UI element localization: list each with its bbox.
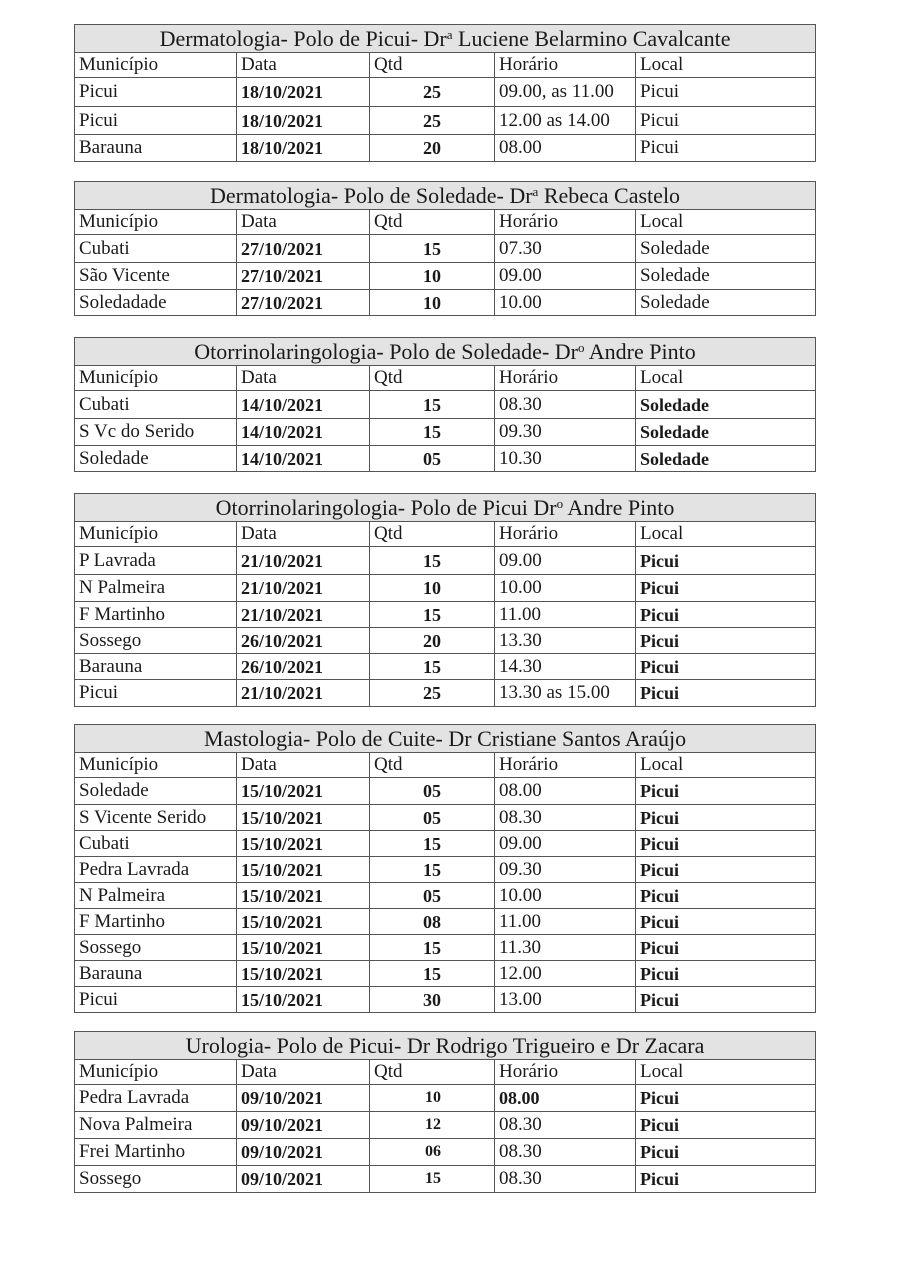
local-cell: Soledade — [636, 419, 816, 446]
time-cell: 10.00 — [495, 883, 636, 909]
date-cell: 21/10/2021 — [237, 575, 370, 602]
local-cell: Picui — [636, 78, 816, 107]
table-row — [75, 857, 816, 883]
table-title-text: Dermatologia- Polo de Picui- Dr — [159, 26, 447, 51]
column-header: Qtd — [370, 522, 495, 547]
date-cell: 27/10/2021 — [237, 290, 370, 316]
column-header: Qtd — [370, 753, 495, 778]
table-row — [75, 909, 816, 935]
table-title-text: Otorrinolaringologia- Polo de Picui Dr — [215, 495, 557, 520]
quantity-cell: 15 — [370, 391, 495, 419]
municipio-cell: Cubati — [75, 831, 237, 857]
municipio-cell: Pedra Lavrada — [75, 857, 237, 883]
date-cell: 15/10/2021 — [237, 909, 370, 935]
table-title-text: Mastologia- Polo de Cuite- Dr Cristiane Santos Araújo — [203, 726, 687, 751]
column-header: Qtd — [370, 366, 495, 391]
time-cell: 08.30 — [495, 1166, 636, 1193]
municipio-cell: Picui — [75, 107, 237, 135]
table-title-text: Dermatologia- Polo de Soledade- Dr — [209, 183, 533, 208]
schedule-table — [74, 337, 816, 472]
local-cell: Picui — [636, 680, 816, 707]
table-row — [75, 419, 816, 446]
column-header: Horário — [495, 522, 636, 547]
column-header-row — [75, 1060, 816, 1085]
date-cell: 14/10/2021 — [237, 419, 370, 446]
local-cell: Picui — [636, 805, 816, 831]
schedule-table — [74, 24, 816, 162]
time-cell: 09.30 — [495, 419, 636, 446]
local-cell: Picui — [636, 1112, 816, 1139]
quantity-cell: 25 — [370, 680, 495, 707]
municipio-cell: Cubati — [75, 235, 237, 263]
date-cell: 09/10/2021 — [237, 1166, 370, 1193]
table-row — [75, 628, 816, 654]
column-header-row — [75, 753, 816, 778]
time-cell: 09.00, as 11.00 — [495, 78, 636, 107]
title-superscript: a — [446, 27, 453, 42]
time-cell: 13.30 — [495, 628, 636, 654]
municipio-cell: Barauna — [75, 961, 237, 987]
column-header: Horário — [495, 753, 636, 778]
time-cell: 12.00 — [495, 961, 636, 987]
date-cell: 21/10/2021 — [237, 680, 370, 707]
table-title-text: Luciene Belarmino Cavalcante — [452, 26, 731, 51]
schedule-table — [74, 493, 816, 707]
column-header: Município — [75, 210, 237, 235]
municipio-cell: Picui — [75, 78, 237, 107]
column-header: Data — [237, 53, 370, 78]
quantity-cell: 15 — [370, 1166, 495, 1193]
date-cell: 15/10/2021 — [237, 778, 370, 805]
quantity-cell: 15 — [370, 235, 495, 263]
date-cell: 15/10/2021 — [237, 805, 370, 831]
time-cell: 07.30 — [495, 235, 636, 263]
date-cell: 09/10/2021 — [237, 1112, 370, 1139]
quantity-cell: 15 — [370, 961, 495, 987]
time-cell: 14.30 — [495, 654, 636, 680]
table-row — [75, 602, 816, 628]
date-cell: 15/10/2021 — [237, 883, 370, 909]
quantity-cell: 25 — [370, 107, 495, 135]
time-cell: 10.00 — [495, 575, 636, 602]
table-row — [75, 935, 816, 961]
quantity-cell: 05 — [370, 883, 495, 909]
local-cell: Picui — [636, 935, 816, 961]
quantity-cell: 30 — [370, 987, 495, 1013]
quantity-cell: 05 — [370, 805, 495, 831]
column-header: Data — [237, 753, 370, 778]
table-row — [75, 987, 816, 1013]
date-cell: 15/10/2021 — [237, 857, 370, 883]
local-cell: Soledade — [636, 446, 816, 472]
time-cell: 10.30 — [495, 446, 636, 472]
quantity-cell: 15 — [370, 831, 495, 857]
quantity-cell: 08 — [370, 909, 495, 935]
local-cell: Picui — [636, 1166, 816, 1193]
column-header: Qtd — [370, 1060, 495, 1085]
time-cell: 08.30 — [495, 1112, 636, 1139]
municipio-cell: Sossego — [75, 628, 237, 654]
local-cell: Picui — [636, 547, 816, 575]
quantity-cell: 25 — [370, 78, 495, 107]
municipio-cell: Soledadade — [75, 290, 237, 316]
table-row — [75, 883, 816, 909]
date-cell: 14/10/2021 — [237, 446, 370, 472]
table-title-text: Rebeca Castelo — [538, 183, 681, 208]
table-title — [75, 182, 816, 210]
table-row — [75, 547, 816, 575]
column-header: Local — [636, 753, 816, 778]
date-cell: 09/10/2021 — [237, 1139, 370, 1166]
quantity-cell: 10 — [370, 290, 495, 316]
table-row — [75, 290, 816, 316]
time-cell: 08.30 — [495, 805, 636, 831]
table-title-text: Urologia- Polo de Picui- Dr Rodrigo Trigueiro e Dr Zacara — [185, 1033, 705, 1058]
table-title-text: Andre Pinto — [563, 495, 675, 520]
local-cell: Soledade — [636, 263, 816, 290]
local-cell: Soledade — [636, 290, 816, 316]
column-header-row — [75, 53, 816, 78]
date-cell: 27/10/2021 — [237, 263, 370, 290]
local-cell: Soledade — [636, 391, 816, 419]
table-title — [75, 494, 816, 522]
title-superscript: a — [532, 184, 539, 199]
table-title-text: Andre Pinto — [584, 339, 696, 364]
column-header: Local — [636, 366, 816, 391]
time-cell: 08.00 — [495, 778, 636, 805]
municipio-cell: Cubati — [75, 391, 237, 419]
local-cell: Soledade — [636, 235, 816, 263]
quantity-cell: 10 — [370, 263, 495, 290]
date-cell: 26/10/2021 — [237, 628, 370, 654]
table-row — [75, 1112, 816, 1139]
table-row — [75, 805, 816, 831]
table-row — [75, 263, 816, 290]
column-header: Horário — [495, 53, 636, 78]
table-row — [75, 575, 816, 602]
schedule-table — [74, 1031, 816, 1193]
column-header: Local — [636, 53, 816, 78]
time-cell: 09.00 — [495, 263, 636, 290]
date-cell: 09/10/2021 — [237, 1085, 370, 1112]
column-header: Local — [636, 1060, 816, 1085]
column-header-row — [75, 366, 816, 391]
quantity-cell: 10 — [370, 1085, 495, 1112]
quantity-cell: 12 — [370, 1112, 495, 1139]
date-cell: 26/10/2021 — [237, 654, 370, 680]
column-header: Município — [75, 753, 237, 778]
local-cell: Picui — [636, 961, 816, 987]
municipio-cell: Picui — [75, 987, 237, 1013]
time-cell: 11.00 — [495, 909, 636, 935]
time-cell: 08.30 — [495, 391, 636, 419]
table-row — [75, 1166, 816, 1193]
local-cell: Picui — [636, 135, 816, 162]
municipio-cell: Frei Martinho — [75, 1139, 237, 1166]
quantity-cell: 10 — [370, 575, 495, 602]
table-row — [75, 778, 816, 805]
column-header-row — [75, 522, 816, 547]
time-cell: 08.00 — [495, 135, 636, 162]
local-cell: Picui — [636, 883, 816, 909]
municipio-cell: P Lavrada — [75, 547, 237, 575]
quantity-cell: 05 — [370, 446, 495, 472]
table-row — [75, 78, 816, 107]
column-header: Data — [237, 522, 370, 547]
table-row — [75, 235, 816, 263]
date-cell: 15/10/2021 — [237, 961, 370, 987]
table-row — [75, 831, 816, 857]
table-row — [75, 107, 816, 135]
column-header: Horário — [495, 210, 636, 235]
local-cell: Picui — [636, 107, 816, 135]
table-title — [75, 725, 816, 753]
municipio-cell: F Martinho — [75, 909, 237, 935]
table-row — [75, 446, 816, 472]
column-header: Qtd — [370, 53, 495, 78]
time-cell: 08.30 — [495, 1139, 636, 1166]
local-cell: Picui — [636, 909, 816, 935]
local-cell: Picui — [636, 602, 816, 628]
time-cell: 11.00 — [495, 602, 636, 628]
schedule-table — [74, 181, 816, 316]
quantity-cell: 15 — [370, 935, 495, 961]
local-cell: Picui — [636, 1139, 816, 1166]
column-header: Qtd — [370, 210, 495, 235]
table-row — [75, 1085, 816, 1112]
table-row — [75, 961, 816, 987]
municipio-cell: S Vc do Serido — [75, 419, 237, 446]
column-header: Data — [237, 1060, 370, 1085]
municipio-cell: Barauna — [75, 135, 237, 162]
local-cell: Picui — [636, 1085, 816, 1112]
time-cell: 13.00 — [495, 987, 636, 1013]
column-header: Município — [75, 1060, 237, 1085]
title-superscript: o — [556, 496, 564, 511]
date-cell: 18/10/2021 — [237, 78, 370, 107]
column-header: Horário — [495, 1060, 636, 1085]
date-cell: 21/10/2021 — [237, 602, 370, 628]
time-cell: 12.00 as 14.00 — [495, 107, 636, 135]
municipio-cell: Sossego — [75, 935, 237, 961]
column-header: Município — [75, 53, 237, 78]
local-cell: Picui — [636, 575, 816, 602]
table-row — [75, 680, 816, 707]
local-cell: Picui — [636, 778, 816, 805]
local-cell: Picui — [636, 628, 816, 654]
municipio-cell: Barauna — [75, 654, 237, 680]
quantity-cell: 15 — [370, 547, 495, 575]
schedule-table — [74, 724, 816, 1013]
municipio-cell: São Vicente — [75, 263, 237, 290]
municipio-cell: Picui — [75, 680, 237, 707]
table-row — [75, 391, 816, 419]
quantity-cell: 20 — [370, 135, 495, 162]
municipio-cell: S Vicente Serido — [75, 805, 237, 831]
title-superscript: o — [578, 340, 585, 355]
table-title — [75, 338, 816, 366]
time-cell: 10.00 — [495, 290, 636, 316]
table-row — [75, 1139, 816, 1166]
local-cell: Picui — [636, 857, 816, 883]
column-header: Data — [237, 366, 370, 391]
municipio-cell: N Palmeira — [75, 883, 237, 909]
municipio-cell: Pedra Lavrada — [75, 1085, 237, 1112]
municipio-cell: Soledade — [75, 778, 237, 805]
quantity-cell: 15 — [370, 602, 495, 628]
column-header: Local — [636, 522, 816, 547]
column-header: Município — [75, 366, 237, 391]
local-cell: Picui — [636, 654, 816, 680]
date-cell: 21/10/2021 — [237, 547, 370, 575]
local-cell: Picui — [636, 831, 816, 857]
column-header-row — [75, 210, 816, 235]
date-cell: 15/10/2021 — [237, 987, 370, 1013]
municipio-cell: Sossego — [75, 1166, 237, 1193]
time-cell: 08.00 — [495, 1085, 636, 1112]
local-cell: Picui — [636, 987, 816, 1013]
time-cell: 11.30 — [495, 935, 636, 961]
date-cell: 27/10/2021 — [237, 235, 370, 263]
municipio-cell: F Martinho — [75, 602, 237, 628]
quantity-cell: 06 — [370, 1139, 495, 1166]
time-cell: 13.30 as 15.00 — [495, 680, 636, 707]
table-row — [75, 654, 816, 680]
column-header: Horário — [495, 366, 636, 391]
municipio-cell: Soledade — [75, 446, 237, 472]
quantity-cell: 05 — [370, 778, 495, 805]
quantity-cell: 15 — [370, 419, 495, 446]
table-title — [75, 1032, 816, 1060]
table-title — [75, 25, 816, 53]
municipio-cell: Nova Palmeira — [75, 1112, 237, 1139]
date-cell: 14/10/2021 — [237, 391, 370, 419]
column-header: Local — [636, 210, 816, 235]
date-cell: 18/10/2021 — [237, 107, 370, 135]
quantity-cell: 15 — [370, 654, 495, 680]
date-cell: 15/10/2021 — [237, 831, 370, 857]
quantity-cell: 15 — [370, 857, 495, 883]
time-cell: 09.00 — [495, 831, 636, 857]
date-cell: 18/10/2021 — [237, 135, 370, 162]
date-cell: 15/10/2021 — [237, 935, 370, 961]
column-header: Município — [75, 522, 237, 547]
quantity-cell: 20 — [370, 628, 495, 654]
time-cell: 09.30 — [495, 857, 636, 883]
municipio-cell: N Palmeira — [75, 575, 237, 602]
table-row — [75, 135, 816, 162]
table-title-text: Otorrinolaringologia- Polo de Soledade- Dr — [194, 339, 578, 364]
time-cell: 09.00 — [495, 547, 636, 575]
column-header: Data — [237, 210, 370, 235]
